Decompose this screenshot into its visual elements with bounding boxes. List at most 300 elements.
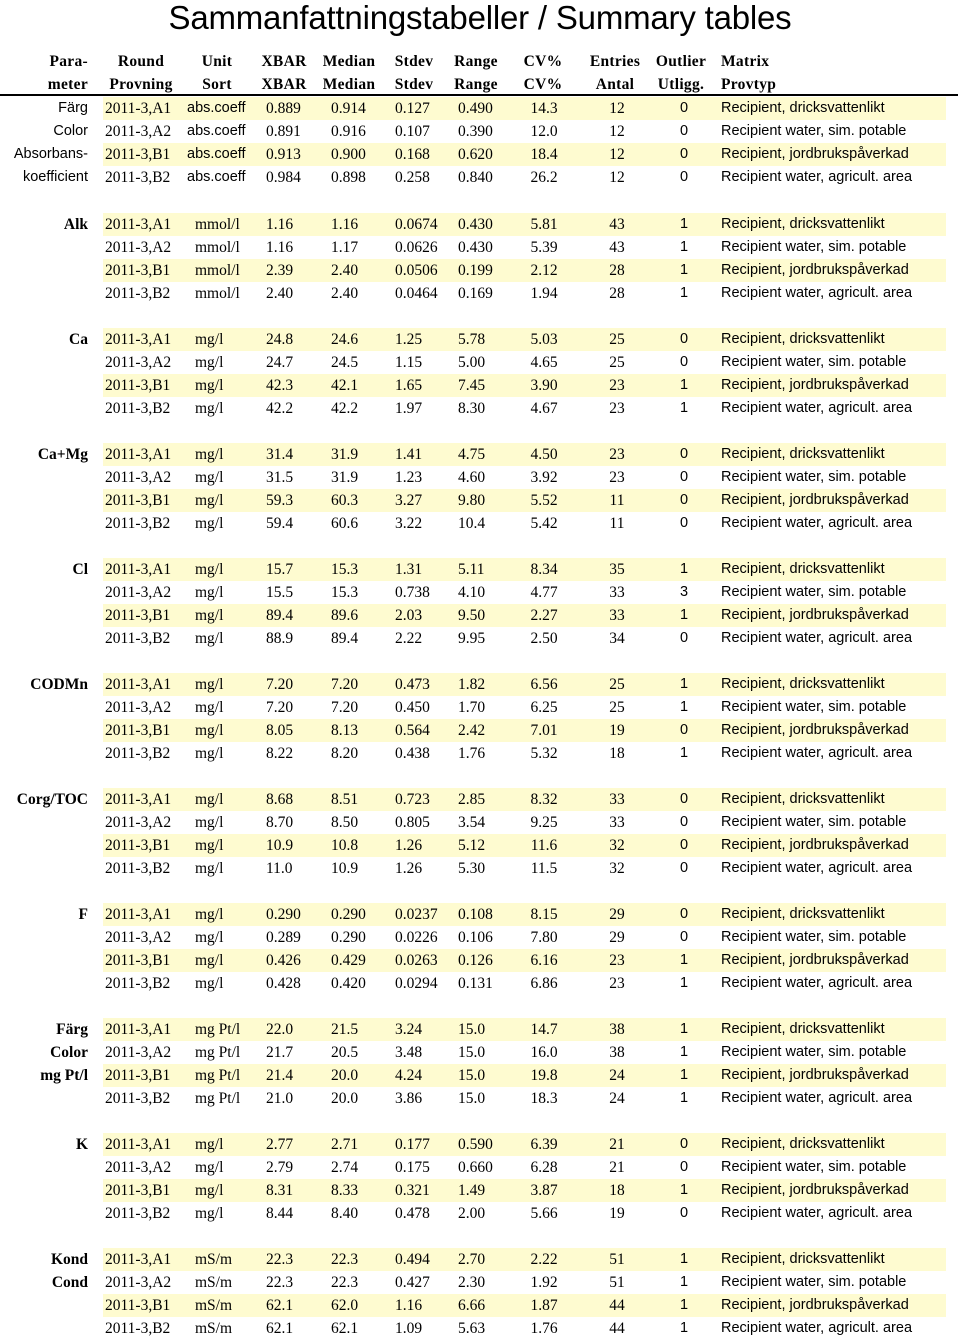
cell-range: 4.60 <box>458 469 486 486</box>
cell-stdev: 0.321 <box>395 1182 430 1199</box>
cell-xbar: 0.428 <box>266 975 301 992</box>
table-row <box>0 213 960 236</box>
cell-range: 2.85 <box>458 791 486 808</box>
cell-entries: 28 <box>609 262 625 279</box>
cell-median: 0.429 <box>331 952 366 969</box>
cell-cv: 4.67 <box>530 400 558 417</box>
cell-matrix: Recipient, jordbrukspåverkad <box>721 146 909 162</box>
cell-stdev: 0.0294 <box>395 975 438 992</box>
cell-outlier: 1 <box>679 561 689 577</box>
cell-unit: mg/l <box>195 837 224 854</box>
cell-xbar: 88.9 <box>266 630 294 647</box>
cell-outlier: 0 <box>679 1136 689 1152</box>
cell-outlier: 1 <box>679 952 689 968</box>
cell-cv: 8.32 <box>530 791 558 808</box>
cell-entries: 21 <box>609 1136 625 1153</box>
cell-unit: mg/l <box>195 1159 224 1176</box>
cell-entries: 51 <box>609 1274 625 1291</box>
cell-matrix: Recipient, dricksvattenlikt <box>721 1021 885 1037</box>
cell-median: 89.4 <box>331 630 359 647</box>
header-outlier-sv: Utligg. <box>657 76 705 93</box>
cell-stdev: 3.48 <box>395 1044 423 1061</box>
cell-entries: 12 <box>609 123 625 140</box>
cell-round: 2011-3,A2 <box>105 239 172 256</box>
cell-matrix: Recipient, jordbrukspåverkad <box>721 952 909 968</box>
cell-cv: 5.03 <box>530 331 558 348</box>
cell-cv: 8.15 <box>530 906 558 923</box>
cell-unit: abs.coeff <box>187 123 246 139</box>
cell-xbar: 59.3 <box>266 492 294 509</box>
table-row <box>0 466 960 489</box>
cell-xbar: 15.7 <box>266 561 294 578</box>
cell-matrix: Recipient water, sim. potable <box>721 584 907 600</box>
cell-median: 8.51 <box>331 791 359 808</box>
cell-median: 31.9 <box>331 469 359 486</box>
cell-cv: 14.7 <box>530 1021 558 1038</box>
cell-range: 0.199 <box>458 262 493 279</box>
cell-unit: abs.coeff <box>187 169 246 185</box>
cell-xbar: 89.4 <box>266 607 294 624</box>
table-row <box>0 811 960 834</box>
cell-matrix: Recipient water, agricult. area <box>721 975 913 991</box>
table-row <box>0 1064 960 1087</box>
table-row <box>0 166 960 189</box>
cell-stdev: 0.427 <box>395 1274 430 1291</box>
table-row <box>0 397 960 420</box>
cell-matrix: Recipient, dricksvattenlikt <box>721 676 885 692</box>
cell-median: 20.0 <box>331 1067 359 1084</box>
cell-median: 21.5 <box>331 1021 359 1038</box>
header-unit-sv: Sort <box>202 76 232 93</box>
cell-cv: 8.34 <box>530 561 558 578</box>
cell-range: 0.131 <box>458 975 493 992</box>
cell-matrix: Recipient water, sim. potable <box>721 1044 907 1060</box>
cell-outlier: 1 <box>679 745 689 761</box>
table-row <box>0 1041 960 1064</box>
cell-range: 3.54 <box>458 814 486 831</box>
cell-cv: 5.81 <box>530 216 558 233</box>
cell-outlier: 0 <box>679 123 689 139</box>
cell-outlier: 1 <box>679 1067 689 1083</box>
cell-entries: 23 <box>609 377 625 394</box>
cell-range: 4.10 <box>458 584 486 601</box>
table-row <box>0 972 960 995</box>
cell-cv: 9.25 <box>530 814 558 831</box>
cell-round: 2011-3,A2 <box>105 814 172 831</box>
cell-range: 0.840 <box>458 169 493 186</box>
cell-round: 2011-3,A1 <box>105 1136 172 1153</box>
cell-unit: mg Pt/l <box>195 1044 241 1061</box>
header-stdev-en: Stdev <box>394 53 434 70</box>
cell-matrix: Recipient water, sim. potable <box>721 239 907 255</box>
cell-matrix: Recipient, jordbrukspåverkad <box>721 1067 909 1083</box>
table-row <box>0 949 960 972</box>
cell-xbar: 24.8 <box>266 331 294 348</box>
cell-cv: 6.56 <box>530 676 558 693</box>
cell-matrix: Recipient water, agricult. area <box>721 515 913 531</box>
cell-xbar: 42.3 <box>266 377 294 394</box>
cell-entries: 11 <box>609 492 625 509</box>
cell-entries: 18 <box>609 1182 625 1199</box>
cell-entries: 23 <box>609 952 625 969</box>
cell-stdev: 0.0506 <box>395 262 438 279</box>
cell-xbar: 8.22 <box>266 745 294 762</box>
table-row <box>0 1133 960 1156</box>
table-row <box>0 374 960 397</box>
table-row <box>0 834 960 857</box>
cell-cv: 1.94 <box>530 285 558 302</box>
cell-median: 1.16 <box>331 216 359 233</box>
table-row <box>0 259 960 282</box>
cell-cv: 6.25 <box>530 699 558 716</box>
header-round-sv: Provning <box>109 76 173 93</box>
cell-median: 1.17 <box>331 239 359 256</box>
cell-round: 2011-3,B2 <box>105 285 171 302</box>
table-row <box>0 328 960 351</box>
cell-median: 22.3 <box>331 1251 359 1268</box>
table-row <box>0 719 960 742</box>
cell-range: 0.126 <box>458 952 493 969</box>
cell-range: 5.63 <box>458 1320 486 1337</box>
cell-entries: 19 <box>609 722 625 739</box>
cell-matrix: Recipient water, sim. potable <box>721 354 907 370</box>
cell-range: 1.70 <box>458 699 486 716</box>
cell-xbar: 8.05 <box>266 722 294 739</box>
cell-cv: 6.39 <box>530 1136 558 1153</box>
cell-median: 42.1 <box>331 377 359 394</box>
cell-entries: 33 <box>609 607 625 624</box>
cell-cv: 3.87 <box>530 1182 558 1199</box>
cell-stdev: 0.175 <box>395 1159 430 1176</box>
cell-cv: 1.76 <box>530 1320 558 1337</box>
cell-matrix: Recipient, dricksvattenlikt <box>721 561 885 577</box>
cell-stdev: 0.0626 <box>395 239 438 256</box>
cell-outlier: 0 <box>679 1159 689 1175</box>
cell-range: 9.80 <box>458 492 486 509</box>
cell-unit: mg/l <box>195 699 224 716</box>
cell-outlier: 1 <box>679 607 689 623</box>
cell-cv: 5.32 <box>530 745 558 762</box>
cell-unit: mg/l <box>195 952 224 969</box>
cell-median: 89.6 <box>331 607 359 624</box>
cell-stdev: 0.177 <box>395 1136 430 1153</box>
table-row <box>0 857 960 880</box>
cell-unit: mmol/l <box>195 285 240 302</box>
cell-range: 2.42 <box>458 722 486 739</box>
page-title: Sammanfattningstabeller / Summary tables <box>168 0 792 36</box>
cell-median: 2.40 <box>331 262 359 279</box>
cell-stdev: 3.86 <box>395 1090 423 1107</box>
cell-stdev: 2.22 <box>395 630 423 647</box>
cell-stdev: 0.0237 <box>395 906 438 923</box>
cell-range: 15.0 <box>458 1021 486 1038</box>
cell-outlier: 0 <box>679 722 689 738</box>
cell-round: 2011-3,B1 <box>105 262 171 279</box>
cell-stdev: 0.168 <box>395 146 430 163</box>
cell-median: 22.3 <box>331 1274 359 1291</box>
cell-entries: 38 <box>609 1021 625 1038</box>
cell-stdev: 1.23 <box>395 469 423 486</box>
cell-entries: 33 <box>609 584 625 601</box>
table-row <box>0 558 960 581</box>
cell-matrix: Recipient water, sim. potable <box>721 1159 907 1175</box>
parameter-label: CODMn <box>30 676 88 693</box>
cell-outlier: 1 <box>679 1182 689 1198</box>
cell-cv: 11.6 <box>530 837 558 854</box>
table-row <box>0 443 960 466</box>
cell-matrix: Recipient water, sim. potable <box>721 929 907 945</box>
cell-range: 7.45 <box>458 377 486 394</box>
header-xbar-sv: XBAR <box>261 76 307 93</box>
cell-cv: 7.01 <box>530 722 558 739</box>
cell-entries: 23 <box>609 975 625 992</box>
cell-stdev: 0.0464 <box>395 285 438 302</box>
cell-xbar: 21.7 <box>266 1044 294 1061</box>
cell-xbar: 0.889 <box>266 100 301 117</box>
table-row <box>0 788 960 811</box>
cell-round: 2011-3,A1 <box>105 906 172 923</box>
table-row <box>0 97 960 120</box>
cell-range: 15.0 <box>458 1067 486 1084</box>
cell-median: 8.20 <box>331 745 359 762</box>
cell-round: 2011-3,A1 <box>105 676 172 693</box>
table-row <box>0 1202 960 1225</box>
cell-xbar: 21.4 <box>266 1067 294 1084</box>
cell-cv: 14.3 <box>530 100 558 117</box>
cell-round: 2011-3,B2 <box>105 515 171 532</box>
cell-median: 15.3 <box>331 561 359 578</box>
cell-round: 2011-3,B2 <box>105 400 171 417</box>
cell-unit: mg/l <box>195 745 224 762</box>
header-xbar-en: XBAR <box>261 53 307 70</box>
table-row <box>0 903 960 926</box>
cell-round: 2011-3,B1 <box>105 952 171 969</box>
cell-stdev: 1.65 <box>395 377 423 394</box>
cell-unit: mg/l <box>195 354 224 371</box>
cell-matrix: Recipient water, agricult. area <box>721 745 913 761</box>
cell-round: 2011-3,A1 <box>105 791 172 808</box>
cell-xbar: 8.70 <box>266 814 294 831</box>
cell-entries: 38 <box>609 1044 625 1061</box>
cell-median: 10.9 <box>331 860 359 877</box>
cell-cv: 19.8 <box>530 1067 558 1084</box>
header-median-sv: Median <box>322 76 376 93</box>
cell-range: 0.169 <box>458 285 493 302</box>
cell-entries: 25 <box>609 354 625 371</box>
cell-unit: mS/m <box>195 1274 233 1291</box>
cell-unit: mmol/l <box>195 262 240 279</box>
cell-outlier: 0 <box>679 331 689 347</box>
cell-median: 42.2 <box>331 400 359 417</box>
cell-range: 1.82 <box>458 676 486 693</box>
cell-cv: 5.39 <box>530 239 558 256</box>
cell-round: 2011-3,B2 <box>105 1205 171 1222</box>
parameter-label: Färg <box>58 100 88 116</box>
cell-xbar: 0.289 <box>266 929 301 946</box>
cell-outlier: 1 <box>679 975 689 991</box>
cell-stdev: 0.107 <box>395 123 430 140</box>
cell-outlier: 1 <box>679 239 689 255</box>
parameter-label: F <box>78 906 88 923</box>
cell-outlier: 1 <box>679 377 689 393</box>
cell-unit: mg/l <box>195 446 224 463</box>
cell-stdev: 1.41 <box>395 446 423 463</box>
cell-median: 2.40 <box>331 285 359 302</box>
parameter-label: Ca+Mg <box>37 446 88 463</box>
cell-unit: mS/m <box>195 1297 233 1314</box>
cell-cv: 18.3 <box>530 1090 558 1107</box>
cell-range: 9.95 <box>458 630 486 647</box>
cell-stdev: 1.31 <box>395 561 423 578</box>
cell-round: 2011-3,A1 <box>105 100 172 117</box>
cell-median: 60.6 <box>331 515 359 532</box>
cell-cv: 2.22 <box>530 1251 558 1268</box>
cell-entries: 33 <box>609 814 625 831</box>
cell-range: 0.430 <box>458 216 493 233</box>
cell-xbar: 22.3 <box>266 1251 294 1268</box>
cell-stdev: 3.24 <box>395 1021 423 1038</box>
parameter-label: koefficient <box>22 169 88 185</box>
header-parameter-en: Para- <box>49 53 88 70</box>
cell-round: 2011-3,B1 <box>105 1297 171 1314</box>
cell-matrix: Recipient, dricksvattenlikt <box>721 906 885 922</box>
cell-stdev: 0.0226 <box>395 929 438 946</box>
cell-median: 0.916 <box>331 123 366 140</box>
cell-outlier: 1 <box>679 285 689 301</box>
cell-range: 4.75 <box>458 446 486 463</box>
cell-stdev: 1.16 <box>395 1297 423 1314</box>
cell-xbar: 7.20 <box>266 699 294 716</box>
header-range-en: Range <box>454 53 498 70</box>
cell-cv: 11.5 <box>530 860 558 877</box>
cell-range: 0.106 <box>458 929 493 946</box>
cell-cv: 5.66 <box>530 1205 558 1222</box>
cell-stdev: 0.450 <box>395 699 430 716</box>
cell-unit: mg Pt/l <box>195 1021 241 1038</box>
table-row <box>0 1248 960 1271</box>
cell-round: 2011-3,B1 <box>105 1067 171 1084</box>
cell-unit: mg/l <box>195 1205 224 1222</box>
cell-unit: mmol/l <box>195 216 240 233</box>
cell-unit: abs.coeff <box>187 100 246 116</box>
cell-matrix: Recipient, jordbrukspåverkad <box>721 492 909 508</box>
cell-outlier: 0 <box>679 814 689 830</box>
cell-round: 2011-3,A2 <box>105 699 172 716</box>
cell-median: 8.13 <box>331 722 359 739</box>
parameter-label: Corg/TOC <box>16 791 88 808</box>
cell-unit: mg/l <box>195 722 224 739</box>
cell-unit: mg/l <box>195 929 224 946</box>
cell-entries: 32 <box>609 837 625 854</box>
cell-outlier: 1 <box>679 1297 689 1313</box>
cell-stdev: 2.03 <box>395 607 423 624</box>
cell-cv: 6.28 <box>530 1159 558 1176</box>
cell-range: 2.70 <box>458 1251 486 1268</box>
cell-outlier: 1 <box>679 1021 689 1037</box>
cell-range: 15.0 <box>458 1090 486 1107</box>
cell-round: 2011-3,A2 <box>105 1044 172 1061</box>
cell-cv: 4.77 <box>530 584 558 601</box>
cell-cv: 7.80 <box>530 929 558 946</box>
cell-cv: 3.92 <box>530 469 558 486</box>
cell-unit: mS/m <box>195 1320 233 1337</box>
cell-matrix: Recipient, jordbrukspåverkad <box>721 1182 909 1198</box>
cell-xbar: 0.426 <box>266 952 301 969</box>
cell-xbar: 8.68 <box>266 791 294 808</box>
table-row <box>0 696 960 719</box>
header-parameter-sv: meter <box>47 76 88 93</box>
cell-unit: mg Pt/l <box>195 1090 241 1107</box>
cell-xbar: 31.5 <box>266 469 294 486</box>
cell-outlier: 0 <box>679 169 689 185</box>
table-row <box>0 1087 960 1110</box>
cell-matrix: Recipient, jordbrukspåverkad <box>721 722 909 738</box>
cell-cv: 3.90 <box>530 377 558 394</box>
cell-entries: 44 <box>609 1320 625 1337</box>
cell-outlier: 0 <box>679 146 689 162</box>
cell-matrix: Recipient, jordbrukspåverkad <box>721 262 909 278</box>
cell-entries: 18 <box>609 745 625 762</box>
cell-matrix: Recipient water, sim. potable <box>721 1274 907 1290</box>
cell-outlier: 0 <box>679 354 689 370</box>
cell-outlier: 0 <box>679 630 689 646</box>
cell-outlier: 1 <box>679 400 689 416</box>
cell-unit: mg/l <box>195 515 224 532</box>
cell-stdev: 0.438 <box>395 745 430 762</box>
cell-entries: 19 <box>609 1205 625 1222</box>
cell-range: 0.490 <box>458 100 493 117</box>
cell-xbar: 0.984 <box>266 169 301 186</box>
cell-xbar: 22.0 <box>266 1021 294 1038</box>
cell-entries: 29 <box>609 906 625 923</box>
cell-median: 60.3 <box>331 492 359 509</box>
cell-round: 2011-3,A2 <box>105 584 172 601</box>
cell-entries: 24 <box>609 1090 625 1107</box>
cell-xbar: 62.1 <box>266 1320 294 1337</box>
cell-stdev: 3.22 <box>395 515 423 532</box>
header-entries-en: Entries <box>589 53 641 70</box>
cell-median: 10.8 <box>331 837 359 854</box>
parameter-label: Color <box>53 123 88 139</box>
cell-xbar: 0.290 <box>266 906 301 923</box>
cell-round: 2011-3,A1 <box>105 331 172 348</box>
cell-entries: 12 <box>609 169 625 186</box>
cell-unit: mg/l <box>195 814 224 831</box>
parameter-label: Color <box>50 1044 88 1061</box>
cell-entries: 33 <box>609 791 625 808</box>
cell-range: 0.390 <box>458 123 493 140</box>
cell-entries: 25 <box>609 699 625 716</box>
cell-range: 0.660 <box>458 1159 493 1176</box>
cell-round: 2011-3,B1 <box>105 146 171 163</box>
parameter-label: Ca <box>69 331 88 348</box>
cell-round: 2011-3,B1 <box>105 837 171 854</box>
cell-cv: 26.2 <box>530 169 558 186</box>
cell-xbar: 8.31 <box>266 1182 294 1199</box>
cell-stdev: 1.97 <box>395 400 423 417</box>
table-row <box>0 1317 960 1340</box>
header-median-en: Median <box>322 53 376 70</box>
cell-round: 2011-3,B1 <box>105 1182 171 1199</box>
cell-round: 2011-3,A2 <box>105 354 172 371</box>
cell-outlier: 0 <box>679 446 689 462</box>
cell-range: 5.78 <box>458 331 486 348</box>
table-row <box>0 1179 960 1202</box>
parameter-label: Absorbans- <box>13 146 88 162</box>
cell-median: 24.5 <box>331 354 359 371</box>
cell-median: 0.290 <box>331 906 366 923</box>
cell-round: 2011-3,B1 <box>105 492 171 509</box>
